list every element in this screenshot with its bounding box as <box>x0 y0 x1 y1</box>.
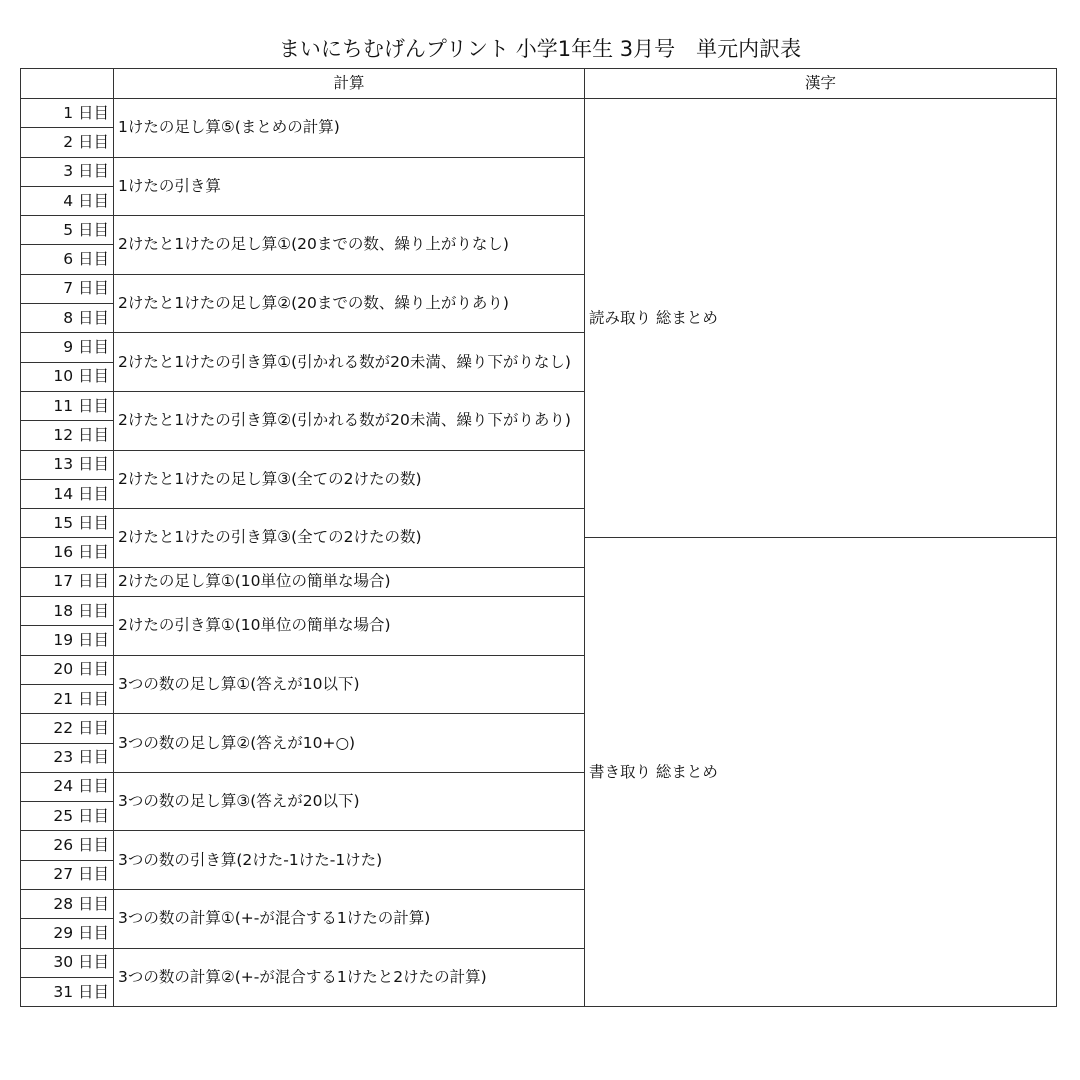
header-kanji: 漢字 <box>585 69 1057 99</box>
day-cell: 1 日目 <box>21 99 114 128</box>
page-title: まいにちむげんプリント 小学1年生 3月号 単元内訳表 <box>278 37 802 61</box>
calc-unit-cell: 3つの数の足し算③(答えが20以下) <box>114 772 585 831</box>
header-day <box>21 69 114 99</box>
unit-breakdown-table <box>20 68 1057 1007</box>
day-cell: 18 日目 <box>21 597 114 626</box>
day-cell: 14 日目 <box>21 479 114 508</box>
calc-unit-cell: 2けたと1けたの足し算②(20までの数、繰り上がりあり) <box>114 274 585 333</box>
day-cell: 6 日目 <box>21 245 114 274</box>
day-cell: 24 日目 <box>21 772 114 801</box>
day-cell: 2 日目 <box>21 128 114 157</box>
header-calc: 計算 <box>114 69 585 99</box>
day-cell: 11 日目 <box>21 391 114 420</box>
calc-unit-cell: 2けたと1けたの足し算①(20までの数、繰り上がりなし) <box>114 216 585 275</box>
day-cell: 30 日目 <box>21 948 114 977</box>
day-cell: 27 日目 <box>21 860 114 889</box>
day-cell: 4 日目 <box>21 186 114 215</box>
calc-unit-cell: 3つの数の足し算②(答えが10+○) <box>114 714 585 773</box>
calc-unit-cell: 2けたと1けたの引き算③(全ての2けたの数) <box>114 509 585 568</box>
day-cell: 9 日目 <box>21 333 114 362</box>
kanji-unit-cell: 書き取り 総まとめ <box>585 538 1057 1007</box>
kanji-unit-cell: 読み取り 総まとめ <box>585 99 1057 538</box>
calc-unit-cell: 2けたと1けたの足し算③(全ての2けたの数) <box>114 450 585 509</box>
day-cell: 17 日目 <box>21 567 114 596</box>
day-cell: 12 日目 <box>21 421 114 450</box>
day-cell: 10 日目 <box>21 362 114 391</box>
day-cell: 28 日目 <box>21 890 114 919</box>
header-row <box>21 69 1057 99</box>
day-cell: 22 日目 <box>21 714 114 743</box>
day-cell: 7 日目 <box>21 274 114 303</box>
day-cell: 21 日目 <box>21 684 114 713</box>
calc-unit-cell: 3つの数の引き算(2けた-1けた-1けた) <box>114 831 585 890</box>
day-cell: 25 日目 <box>21 802 114 831</box>
calc-unit-cell: 1けたの引き算 <box>114 157 585 216</box>
day-cell: 20 日目 <box>21 655 114 684</box>
calc-unit-cell: 2けたと1けたの引き算①(引かれる数が20未満、繰り下がりなし) <box>114 333 585 392</box>
calc-unit-cell: 2けたの引き算①(10単位の簡単な場合) <box>114 597 585 656</box>
day-cell: 31 日目 <box>21 977 114 1006</box>
calc-unit-cell: 1けたの足し算⑤(まとめの計算) <box>114 99 585 158</box>
day-cell: 5 日目 <box>21 216 114 245</box>
table-row <box>21 99 1057 128</box>
calc-unit-cell: 3つの数の足し算①(答えが10以下) <box>114 655 585 714</box>
day-cell: 8 日目 <box>21 304 114 333</box>
calc-unit-cell: 3つの数の計算②(+-が混合する1けたと2けたの計算) <box>114 948 585 1007</box>
day-cell: 23 日目 <box>21 743 114 772</box>
calc-unit-cell: 2けたの足し算①(10単位の簡単な場合) <box>114 567 585 596</box>
day-cell: 16 日目 <box>21 538 114 567</box>
day-cell: 15 日目 <box>21 509 114 538</box>
day-cell: 19 日目 <box>21 626 114 655</box>
day-cell: 3 日目 <box>21 157 114 186</box>
day-cell: 13 日目 <box>21 450 114 479</box>
day-cell: 26 日目 <box>21 831 114 860</box>
day-cell: 29 日目 <box>21 919 114 948</box>
calc-unit-cell: 2けたと1けたの引き算②(引かれる数が20未満、繰り下がりあり) <box>114 391 585 450</box>
calc-unit-cell: 3つの数の計算①(+-が混合する1けたの計算) <box>114 890 585 949</box>
